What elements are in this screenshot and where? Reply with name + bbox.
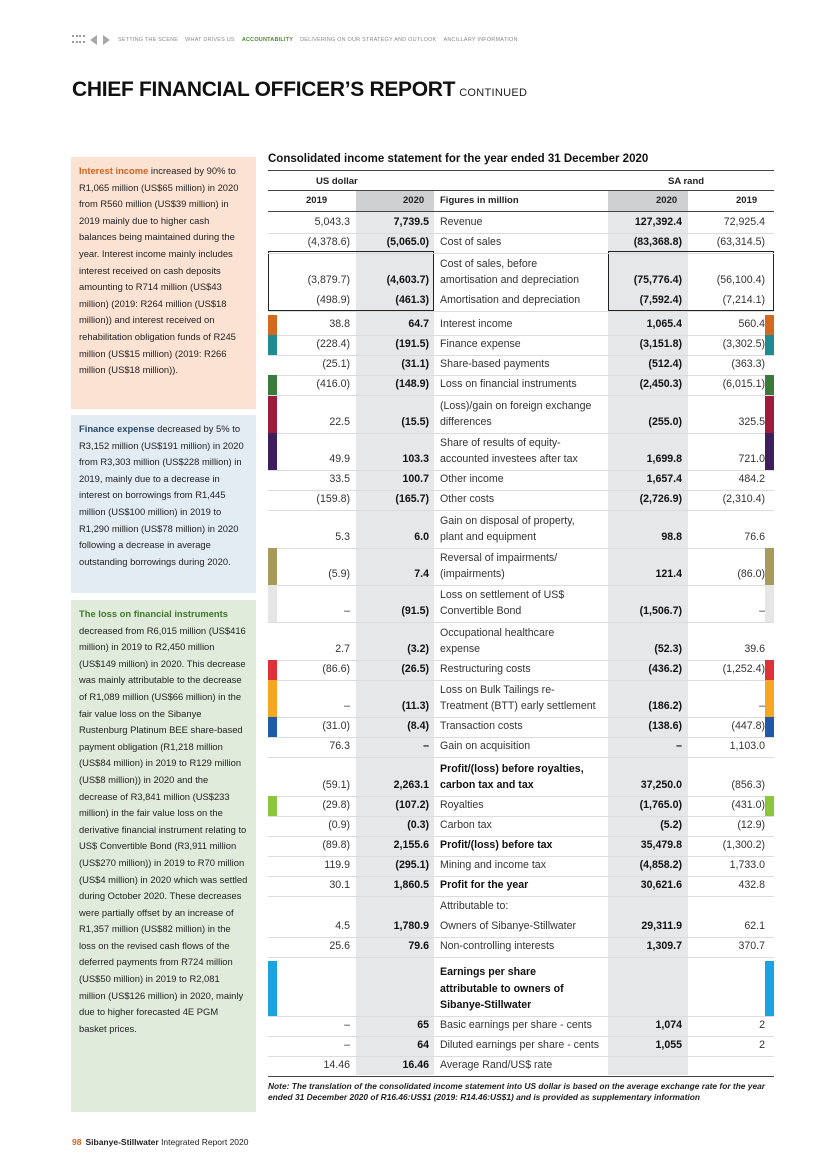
row-value-u20: (295.1): [395, 859, 429, 871]
row-label: Other costs: [440, 493, 495, 505]
nav-item[interactable]: ACCOUNTABILITY: [241, 37, 294, 43]
financial-instruments-commentary: [71, 600, 256, 1112]
row-value-r19: 1,103.0: [729, 740, 765, 752]
category-color-swatch: [765, 548, 774, 585]
row-value-u19: 5,043.3: [314, 216, 350, 228]
row-value-r20: –: [676, 740, 682, 752]
row-label: amortisation and depreciation: [440, 274, 579, 286]
row-label: Interest income: [440, 318, 513, 330]
row-value-u19: (31.0): [322, 720, 350, 732]
row-divider: [268, 937, 774, 938]
page-number: 98: [72, 1137, 82, 1147]
row-label: Gain on acquisition: [440, 740, 531, 752]
row-value-r19: 484.2: [738, 473, 765, 485]
row-value-u19: (25.1): [322, 358, 350, 370]
commentary-text: decreased by 5% to R3,152 million (US$191 million) in 2020 from R3,303 million (US$228 million) in 2019, mainly due to a decrease in interest on borrowings from R1,445 million (US$100 million) in 2019 to R1,290 million (US$78 million) in 2020 following a decrease in average outstanding borrowings during 2020.: [79, 423, 244, 567]
row-label: differences: [440, 416, 492, 428]
row-value-r19: (1,300.2): [722, 839, 765, 851]
row-value-u19: (228.4): [316, 338, 350, 350]
header-rule: [268, 211, 774, 212]
row-value-u19: 5.3: [335, 531, 350, 543]
row-label: (Loss)/gain on foreign exchange: [440, 399, 592, 412]
row-label: Amortisation and depreciation: [440, 294, 581, 306]
row-value-r19: (447.8): [731, 720, 765, 732]
row-value-u19: 49.9: [329, 453, 350, 465]
usd-2019-header: 2019: [306, 195, 328, 206]
nav-item[interactable]: SETTING THE SCENE: [118, 37, 179, 43]
row-value-r19: (56,100.4): [716, 274, 765, 286]
category-color-swatch: [765, 660, 774, 680]
row-value-u20: 2,263.1: [393, 779, 429, 791]
row-value-u19: (59.1): [322, 779, 350, 791]
row-value-u19: 38.8: [329, 318, 350, 330]
row-value-u19: (89.8): [322, 839, 350, 851]
zar-2020-header: 2020: [656, 195, 678, 206]
row-value-u19: (29.8): [322, 799, 350, 811]
row-value-u19: (159.8): [316, 493, 350, 505]
row-value-u19: 33.5: [329, 473, 350, 485]
row-value-u19: 14.46: [323, 1059, 350, 1071]
row-value-r19: (1,252.4): [722, 663, 765, 675]
commentary-lead: The loss on financial instruments: [79, 608, 228, 619]
row-label: Share-based payments: [440, 358, 550, 370]
row-value-r20: (512.4): [648, 358, 682, 370]
row-divider: [268, 757, 774, 758]
row-value-r20: (2,726.9): [639, 493, 682, 505]
row-value-u20: (8.4): [407, 720, 429, 732]
row-value-r20: 127,392.4: [634, 216, 682, 228]
row-value-r19: (7,214.1): [722, 294, 765, 306]
commentary-lead: Finance expense: [79, 423, 155, 434]
row-label: Carbon tax: [440, 819, 492, 831]
row-label: Sibanye-Stillwater: [440, 999, 532, 1011]
category-color-swatch: [765, 796, 774, 816]
row-divider: [268, 335, 774, 336]
row-value-u19: (416.0): [316, 378, 350, 390]
category-color-swatch: [268, 335, 277, 355]
row-value-r19: 62.1: [744, 920, 765, 932]
row-value-u19: (498.9): [316, 294, 350, 306]
section-nav: [118, 37, 525, 43]
row-value-r20: (3,151.8): [639, 338, 682, 350]
row-value-u19: 4.5: [335, 920, 350, 932]
row-value-r19: (86.0): [737, 568, 765, 580]
row-value-u20: (5,065.0): [386, 236, 429, 248]
previous-arrow-icon[interactable]: [90, 35, 97, 45]
row-value-u20: (148.9): [395, 378, 429, 390]
row-value-u19: –: [344, 700, 350, 712]
nav-item[interactable]: WHAT DRIVES US: [185, 37, 235, 43]
usd-2020-header: 2020: [403, 195, 425, 206]
row-value-u19: (86.6): [322, 663, 350, 675]
row-value-u20: (91.5): [401, 605, 429, 617]
category-color-swatch: [765, 680, 774, 717]
row-value-r20: 1,074: [655, 1019, 682, 1031]
row-value-u20: 7,739.5: [393, 216, 429, 228]
row-value-u19: 30.1: [329, 879, 350, 891]
category-color-swatch: [765, 315, 774, 335]
row-label: Occupational healthcare: [440, 626, 555, 639]
row-value-u20: (31.1): [401, 358, 429, 370]
row-divider: [268, 660, 774, 661]
category-color-swatch: [765, 433, 774, 470]
row-value-r19: (63,314.5): [716, 236, 765, 248]
category-color-swatch: [765, 717, 774, 737]
row-divider: [268, 680, 774, 681]
row-value-r20: 98.8: [661, 531, 682, 543]
row-label: Reversal of impairments/: [440, 551, 558, 564]
row-value-r20: (75,776.4): [633, 274, 682, 286]
category-color-swatch: [268, 680, 277, 717]
row-label: Loss on Bulk Tailings re-: [440, 683, 555, 696]
row-value-r20: (1,506.7): [639, 605, 682, 617]
row-label: Finance expense: [440, 338, 521, 350]
row-divider: [268, 585, 774, 586]
category-color-swatch: [268, 315, 277, 335]
row-value-u19: –: [344, 1019, 350, 1031]
row-value-u19: (3,879.7): [307, 274, 350, 286]
row-value-u20: 65: [417, 1019, 429, 1031]
row-value-u20: (0.3): [407, 819, 429, 831]
category-color-swatch: [765, 396, 774, 433]
row-value-r19: 560.4: [738, 318, 765, 330]
category-color-swatch: [268, 585, 277, 622]
row-label: Cost of sales, before: [440, 257, 538, 270]
row-divider: [268, 816, 774, 817]
category-color-swatch: [268, 396, 277, 433]
row-value-u19: 2.7: [335, 643, 350, 655]
page-title: [72, 78, 527, 102]
row-value-u20: –: [423, 740, 429, 752]
category-color-swatch: [765, 961, 774, 1016]
row-value-u20: 1,860.5: [393, 879, 429, 891]
commentary-text: decreased from R6,015 million (US$416 million) in 2019 to R2,450 million (US$149 million) in 2020. This decrease was mainly attributable to the decrease of R1,089 million (US$66 million) in the fair value loss on the Sibanye Rustenburg Platinum BEE share-based payment obligation (R1,218 million (US$84 million) in 2019 to R129 million (US$8 million)) in 2020 and the decrease of R3,841 million (US$233 million) in the fair value loss on the derivative financial instrument relating to US$ Convertible Bond (R3,911 million (US$270 million)) in 2019 to R70 million (US$4 million) in 2020 which was settled during October 2020. These decreases were partially offset by an increase of R1,357 million (US$82 million) in the loss on the revised cash flows of the deferred payments from R724 million (US$50 million) in 2019 to R2,081 million (US$126 million) in 2020, mainly due to higher forecasted 4E PGM basket prices.: [79, 624, 248, 1034]
row-value-u20: (4,603.7): [386, 274, 429, 286]
row-value-r19: 72,925.4: [723, 216, 765, 228]
row-value-r20: (2,450.3): [639, 378, 682, 390]
row-value-r19: (6,015.1): [722, 378, 765, 390]
row-label: Profit/(loss) before royalties,: [440, 762, 584, 775]
row-value-r19: (2,310.4): [722, 493, 765, 505]
row-value-u20: 2,155.6: [393, 839, 429, 851]
row-divider: [268, 622, 774, 623]
row-value-r19: 721.0: [738, 453, 765, 465]
row-divider: [268, 796, 774, 797]
row-value-r19: (856.3): [731, 779, 765, 791]
row-value-r20: (186.2): [648, 700, 682, 712]
category-color-swatch: [765, 585, 774, 622]
row-divider: [268, 1056, 774, 1057]
row-value-r20: 1,309.7: [646, 940, 682, 952]
row-label: carbon tax and tax: [440, 779, 534, 791]
table-top-rule: [268, 170, 774, 171]
category-color-swatch: [268, 433, 277, 470]
row-value-u20: 100.7: [402, 473, 429, 485]
row-divider: [268, 717, 774, 718]
row-value-u20: (191.5): [395, 338, 429, 350]
row-value-r19: (431.0): [731, 799, 765, 811]
row-value-u20: 1,780.9: [393, 920, 429, 932]
category-color-swatch: [268, 961, 277, 1016]
row-label: Other income: [440, 473, 504, 485]
row-value-u19: (5.9): [328, 568, 350, 580]
row-value-r19: (3,302.5): [722, 338, 765, 350]
row-value-r20: 1,065.4: [646, 318, 682, 330]
category-color-swatch: [268, 717, 277, 737]
row-label: Transaction costs: [440, 720, 523, 732]
row-label: Profit/(loss) before tax: [440, 839, 553, 851]
row-value-r19: 325.5: [738, 416, 765, 428]
next-arrow-icon[interactable]: [103, 35, 110, 45]
row-value-u20: 64.7: [408, 318, 429, 330]
row-divider: [268, 395, 774, 396]
finance-expense-commentary: [71, 415, 256, 593]
row-value-r20: (138.6): [648, 720, 682, 732]
nav-item[interactable]: DELIVERING ON OUR STRATEGY AND OUTLOOK: [300, 37, 437, 43]
commentary-text: increased by 90% to R1,065 million (US$65 million) in 2020 from R560 million (US$39 million) in 2019 mainly due to higher cash balances being maintained during the year. Interest income mainly includes interest received on cash deposits amounting to R714 million (US$43 million) (2019: R264 million (US$18 million)) and interest received on rehabilitation obligation funds of R245 million (US$15 million) (2019: R266 million (US$18 million)).: [79, 165, 239, 376]
footer-brand: Sibanye-Stillwater: [85, 1137, 159, 1147]
nav-item[interactable]: ANCILLARY INFORMATION: [443, 37, 518, 43]
row-divider: [268, 737, 774, 738]
row-label: attributable to owners of: [440, 982, 564, 995]
row-divider: [268, 433, 774, 434]
row-label: Gain on disposal of property,: [440, 514, 575, 527]
group-rule: [268, 190, 774, 191]
row-value-u20: (461.3): [395, 294, 429, 306]
row-value-u20: (26.5): [401, 663, 429, 675]
interest-income-commentary: [71, 157, 256, 409]
row-value-r19: 2: [759, 1019, 765, 1031]
row-value-r20: 121.4: [655, 568, 682, 580]
row-label: Attributable to:: [440, 900, 509, 912]
menu-grid-icon[interactable]: [72, 35, 86, 45]
row-divider: [268, 1016, 774, 1017]
row-value-r20: 30,621.6: [640, 879, 682, 891]
row-label: Share of results of equity-: [440, 436, 561, 449]
row-label: Revenue: [440, 216, 483, 228]
category-color-swatch: [268, 375, 277, 395]
row-value-u19: 25.6: [329, 940, 350, 952]
row-value-r19: 1,733.0: [729, 859, 765, 871]
row-value-r20: 37,250.0: [640, 779, 682, 791]
row-label: Convertible Bond: [440, 605, 522, 617]
category-color-swatch: [268, 548, 277, 585]
row-value-r19: –: [759, 605, 765, 617]
row-divider: [268, 253, 774, 254]
row-value-u19: (4,378.6): [307, 236, 350, 248]
row-label: (impairments): [440, 568, 505, 580]
row-divider: [268, 896, 774, 897]
row-divider: [268, 548, 774, 549]
row-value-r19: 370.7: [738, 940, 765, 952]
page-footer: [72, 1137, 249, 1147]
top-navigation: [72, 34, 525, 46]
row-label: Profit for the year: [440, 879, 529, 891]
row-value-r20: (7,592.4): [639, 294, 682, 306]
category-color-swatch: [268, 796, 277, 816]
row-value-u20: 79.6: [408, 940, 429, 952]
row-value-u20: 16.46: [402, 1059, 429, 1071]
row-divider: [268, 355, 774, 356]
row-value-u20: 64: [417, 1039, 429, 1051]
row-divider: [268, 876, 774, 877]
table-note: Note: The translation of the consolidated income statement into US dollar is based on the average exchange rate for the year ended 31 December 2020 of R16.46:US$1 (2019: R14.46:US$1) and is provided as supplementary information: [268, 1081, 766, 1102]
row-label: Cost of sales: [440, 236, 502, 248]
footer-document: Integrated Report 2020: [161, 1137, 249, 1147]
row-label: plant and equipment: [440, 531, 537, 543]
row-value-r20: 1,055: [655, 1039, 682, 1051]
row-divider: [268, 1036, 774, 1037]
row-value-u20: (107.2): [395, 799, 429, 811]
row-value-r19: –: [759, 700, 765, 712]
row-value-r19: 76.6: [744, 531, 765, 543]
row-divider: [268, 470, 774, 471]
row-value-u19: 119.9: [324, 859, 350, 871]
row-value-r19: 2: [759, 1039, 765, 1051]
category-color-swatch: [268, 660, 277, 680]
row-label: Owners of Sibanye-Stillwater: [440, 920, 577, 932]
row-label: Average Rand/US$ rate: [440, 1059, 553, 1071]
row-value-u19: (0.9): [328, 819, 350, 831]
row-label: Loss on settlement of US$: [440, 588, 565, 601]
row-value-r20: (83,368.8): [633, 236, 682, 248]
row-label: Non-controlling interests: [440, 940, 555, 952]
row-value-r19: (12.9): [737, 819, 765, 831]
row-value-u19: –: [344, 1039, 350, 1051]
page-title-suffix: CONTINUED: [459, 87, 528, 99]
row-value-u20: (15.5): [401, 416, 429, 428]
row-value-r20: (255.0): [648, 416, 682, 428]
row-label: Restructuring costs: [440, 663, 531, 675]
row-value-u20: (3.2): [407, 643, 429, 655]
row-value-r20: 1,699.8: [646, 453, 682, 465]
row-divider: [268, 836, 774, 837]
commentary-lead: Interest income: [79, 165, 149, 176]
row-value-u20: 7.4: [414, 568, 429, 580]
row-value-u20: 103.3: [402, 453, 429, 465]
row-label: accounted investees after tax: [440, 453, 578, 465]
row-divider: [268, 510, 774, 511]
category-color-swatch: [765, 335, 774, 355]
row-divider: [268, 490, 774, 491]
row-label: Diluted earnings per share - cents: [440, 1039, 599, 1051]
row-value-r19: (363.3): [731, 358, 765, 370]
row-divider: [268, 856, 774, 857]
row-label: Mining and income tax: [440, 859, 546, 871]
usd-group-label: US dollar: [316, 176, 358, 187]
row-value-r20: (5.2): [660, 819, 682, 831]
row-value-r19: 432.8: [738, 879, 765, 891]
row-label: expense: [440, 643, 481, 655]
row-value-r20: (1,765.0): [639, 799, 682, 811]
row-divider: [268, 957, 774, 958]
row-value-u20: (165.7): [395, 493, 429, 505]
row-value-u19: 22.5: [329, 416, 350, 428]
category-color-swatch: [765, 375, 774, 395]
row-value-r20: 1,657.4: [646, 473, 682, 485]
zar-group-label: SA rand: [668, 176, 705, 187]
row-value-r20: 29,311.9: [641, 920, 682, 932]
row-value-r20: 35,479.8: [640, 839, 682, 851]
row-label: Royalties: [440, 799, 484, 811]
row-value-u19: –: [344, 605, 350, 617]
zar-2019-header: 2019: [736, 195, 758, 206]
row-label: Earnings per share: [440, 966, 536, 978]
row-value-r20: (52.3): [654, 643, 682, 655]
row-divider: [268, 311, 774, 312]
row-value-r19: 39.6: [744, 643, 765, 655]
page-title-text: CHIEF FINANCIAL OFFICER’S REPORT: [72, 78, 456, 101]
row-value-r20: (4,858.2): [639, 859, 682, 871]
figures-header: Figures in million: [440, 195, 519, 206]
row-divider: [268, 375, 774, 376]
row-value-r20: (436.2): [648, 663, 682, 675]
row-label: Treatment (BTT) early settlement: [440, 700, 596, 712]
table-bottom-rule: [268, 1076, 774, 1077]
table-title: Consolidated income statement for the year ended 31 December 2020: [268, 153, 649, 165]
row-value-u20: (11.3): [401, 700, 429, 712]
row-divider: [268, 233, 774, 234]
row-label: Basic earnings per share - cents: [440, 1019, 592, 1031]
row-label: Loss on financial instruments: [440, 378, 577, 390]
row-value-u20: 6.0: [414, 531, 429, 543]
row-value-u19: 76.3: [329, 740, 350, 752]
